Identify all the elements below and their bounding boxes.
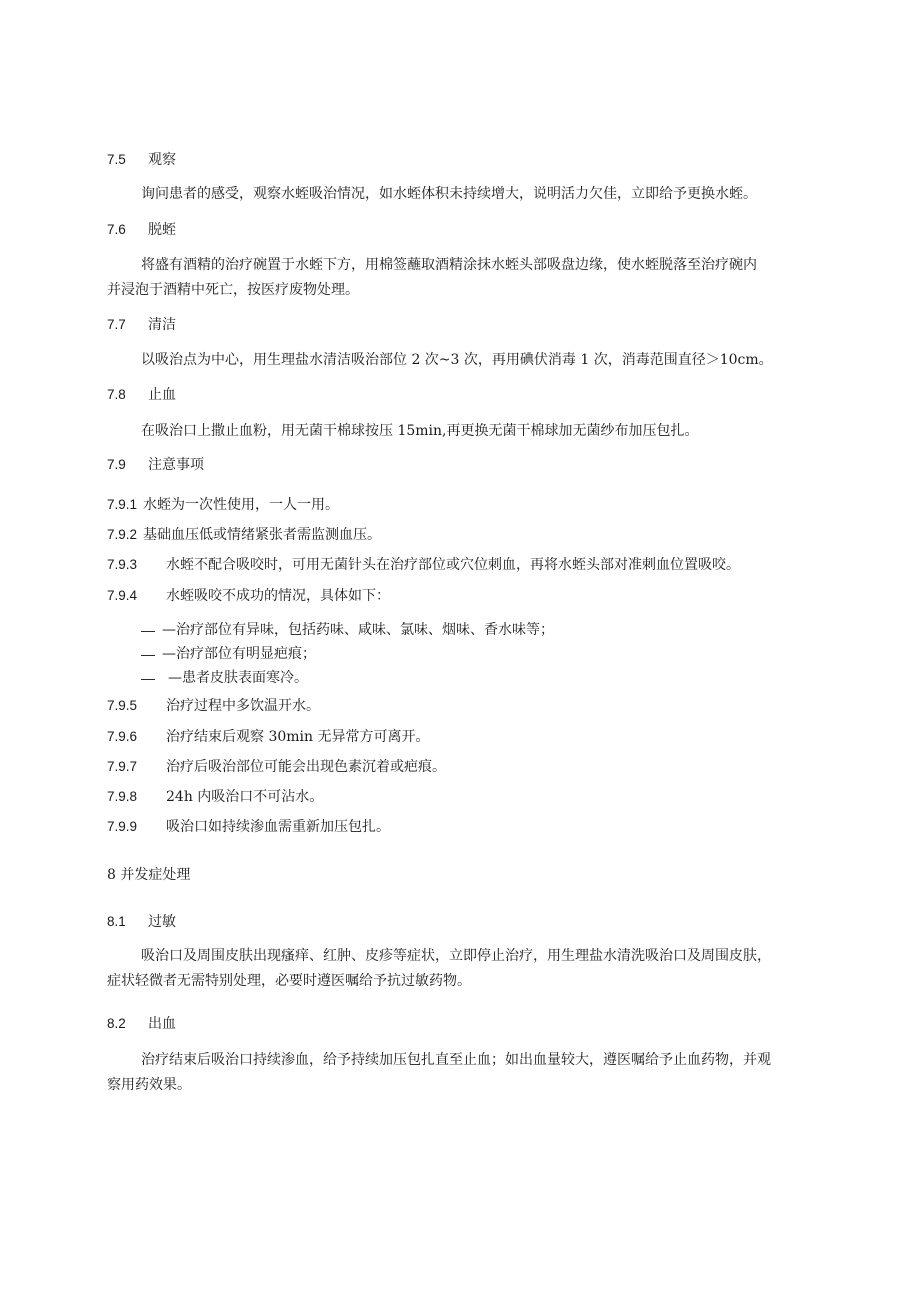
dash-1-text: —治疗部位有异味，包括药味、咸味、氯味、烟味、香水味等； [162,622,554,638]
section-8-1-number: 8.1 [107,914,126,929]
item-7-9-6-number: 7.9.6 [107,729,138,744]
item-7-9-5-number: 7.9.5 [107,698,138,713]
section-7-7-title: 清洁 [148,317,176,333]
item-7-9-1-number: 7.9.1 [107,497,138,512]
item-7-9-8-number: 7.9.8 [107,789,138,804]
dash-3-marker: — [141,670,155,686]
item-7-9-1-text: 水蛭为一次性使用，一人一用。 [143,497,339,513]
section-7-6-number: 7.6 [107,222,126,237]
chapter-8-heading: 8 并发症处理 [107,867,191,883]
section-7-7-number: 7.7 [107,317,126,332]
item-7-9-2-number: 7.9.2 [107,527,138,542]
item-7-9-5-text: 治疗过程中多饮温开水。 [166,698,320,714]
section-7-8-body: 在吸治口上撒止血粉，用无菌干棉球按压 15min,再更换无菌干棉球加无菌纱布加压包扎。 [141,423,699,439]
dash-2-marker: — [141,646,155,662]
item-7-9-6-text: 治疗结束后观察 30min 无异常方可离开。 [166,729,430,745]
section-8-2-title: 出血 [148,1016,176,1032]
section-7-5-number: 7.5 [107,152,126,167]
section-8-2-body-line2: 察用药效果。 [107,1077,191,1093]
item-7-9-9-number: 7.9.9 [107,819,138,834]
item-7-9-2-text: 基础血压低或情绪紧张者需监测血压。 [143,527,381,543]
item-7-9-9-text: 吸治口如持续渗血需重新加压包扎。 [166,819,390,835]
section-8-2-number: 8.2 [107,1016,126,1031]
dash-3-text: —患者皮肤表面寒冷。 [168,670,308,686]
dash-1-marker: — [141,622,155,638]
item-7-9-3-number: 7.9.3 [107,557,138,572]
section-7-8-title: 止血 [148,387,176,403]
section-7-9-number: 7.9 [107,457,126,472]
item-7-9-4-number: 7.9.4 [107,588,138,603]
section-7-8-number: 7.8 [107,387,126,402]
section-7-9-title: 注意事项 [148,457,204,473]
section-8-1-body-line2: 症状轻微者无需特别处理，必要时遵医嘱给予抗过敏药物。 [107,973,471,989]
dash-2-text: —治疗部位有明显疤痕； [162,646,316,662]
section-8-1-body-line1: 吸治口及周围皮肤出现瘙痒、红肿、皮疹等症状，立即停止治疗，用生理盐水清洗吸治口及周围皮肤， [141,948,771,964]
section-7-6-title: 脱蛭 [148,222,176,238]
item-7-9-8-text: 24h 内吸治口不可沾水。 [166,789,324,805]
section-7-5-body: 询问患者的感受，观察水蛭吸治情况，如水蛭体积未持续增大，说明活力欠佳，立即给予更换水蛭。 [141,186,757,202]
section-8-1-title: 过敏 [148,914,176,930]
section-7-7-body: 以吸治点为中心，用生理盐水清洁吸治部位 2 次~3 次，再用碘伏消毒 1 次，消毒范围直径＞10cm。 [141,352,773,368]
item-7-9-4-text: 水蛭吸咬不成功的情况，具体如下： [166,588,390,604]
section-7-5-title: 观察 [148,152,176,168]
section-7-6-body-line2: 并浸泡于酒精中死亡，按医疗废物处理。 [107,282,359,298]
item-7-9-7-number: 7.9.7 [107,759,138,774]
item-7-9-3-text: 水蛭不配合吸咬时，可用无菌针头在治疗部位或穴位刺血，再将水蛭头部对准刺血位置吸咬。 [166,557,740,573]
item-7-9-7-text: 治疗后吸治部位可能会出现色素沉着或疤痕。 [166,759,446,775]
section-8-2-body-line1: 治疗结束后吸治口持续渗血，给予持续加压包扎直至止血；如出血量较大，遵医嘱给予止血药物，并观 [141,1052,771,1068]
section-7-6-body-line1: 将盛有酒精的治疗碗置于水蛭下方，用棉签蘸取酒精涂抹水蛭头部吸盘边缘，使水蛭脱落至治疗碗内 [141,257,757,273]
